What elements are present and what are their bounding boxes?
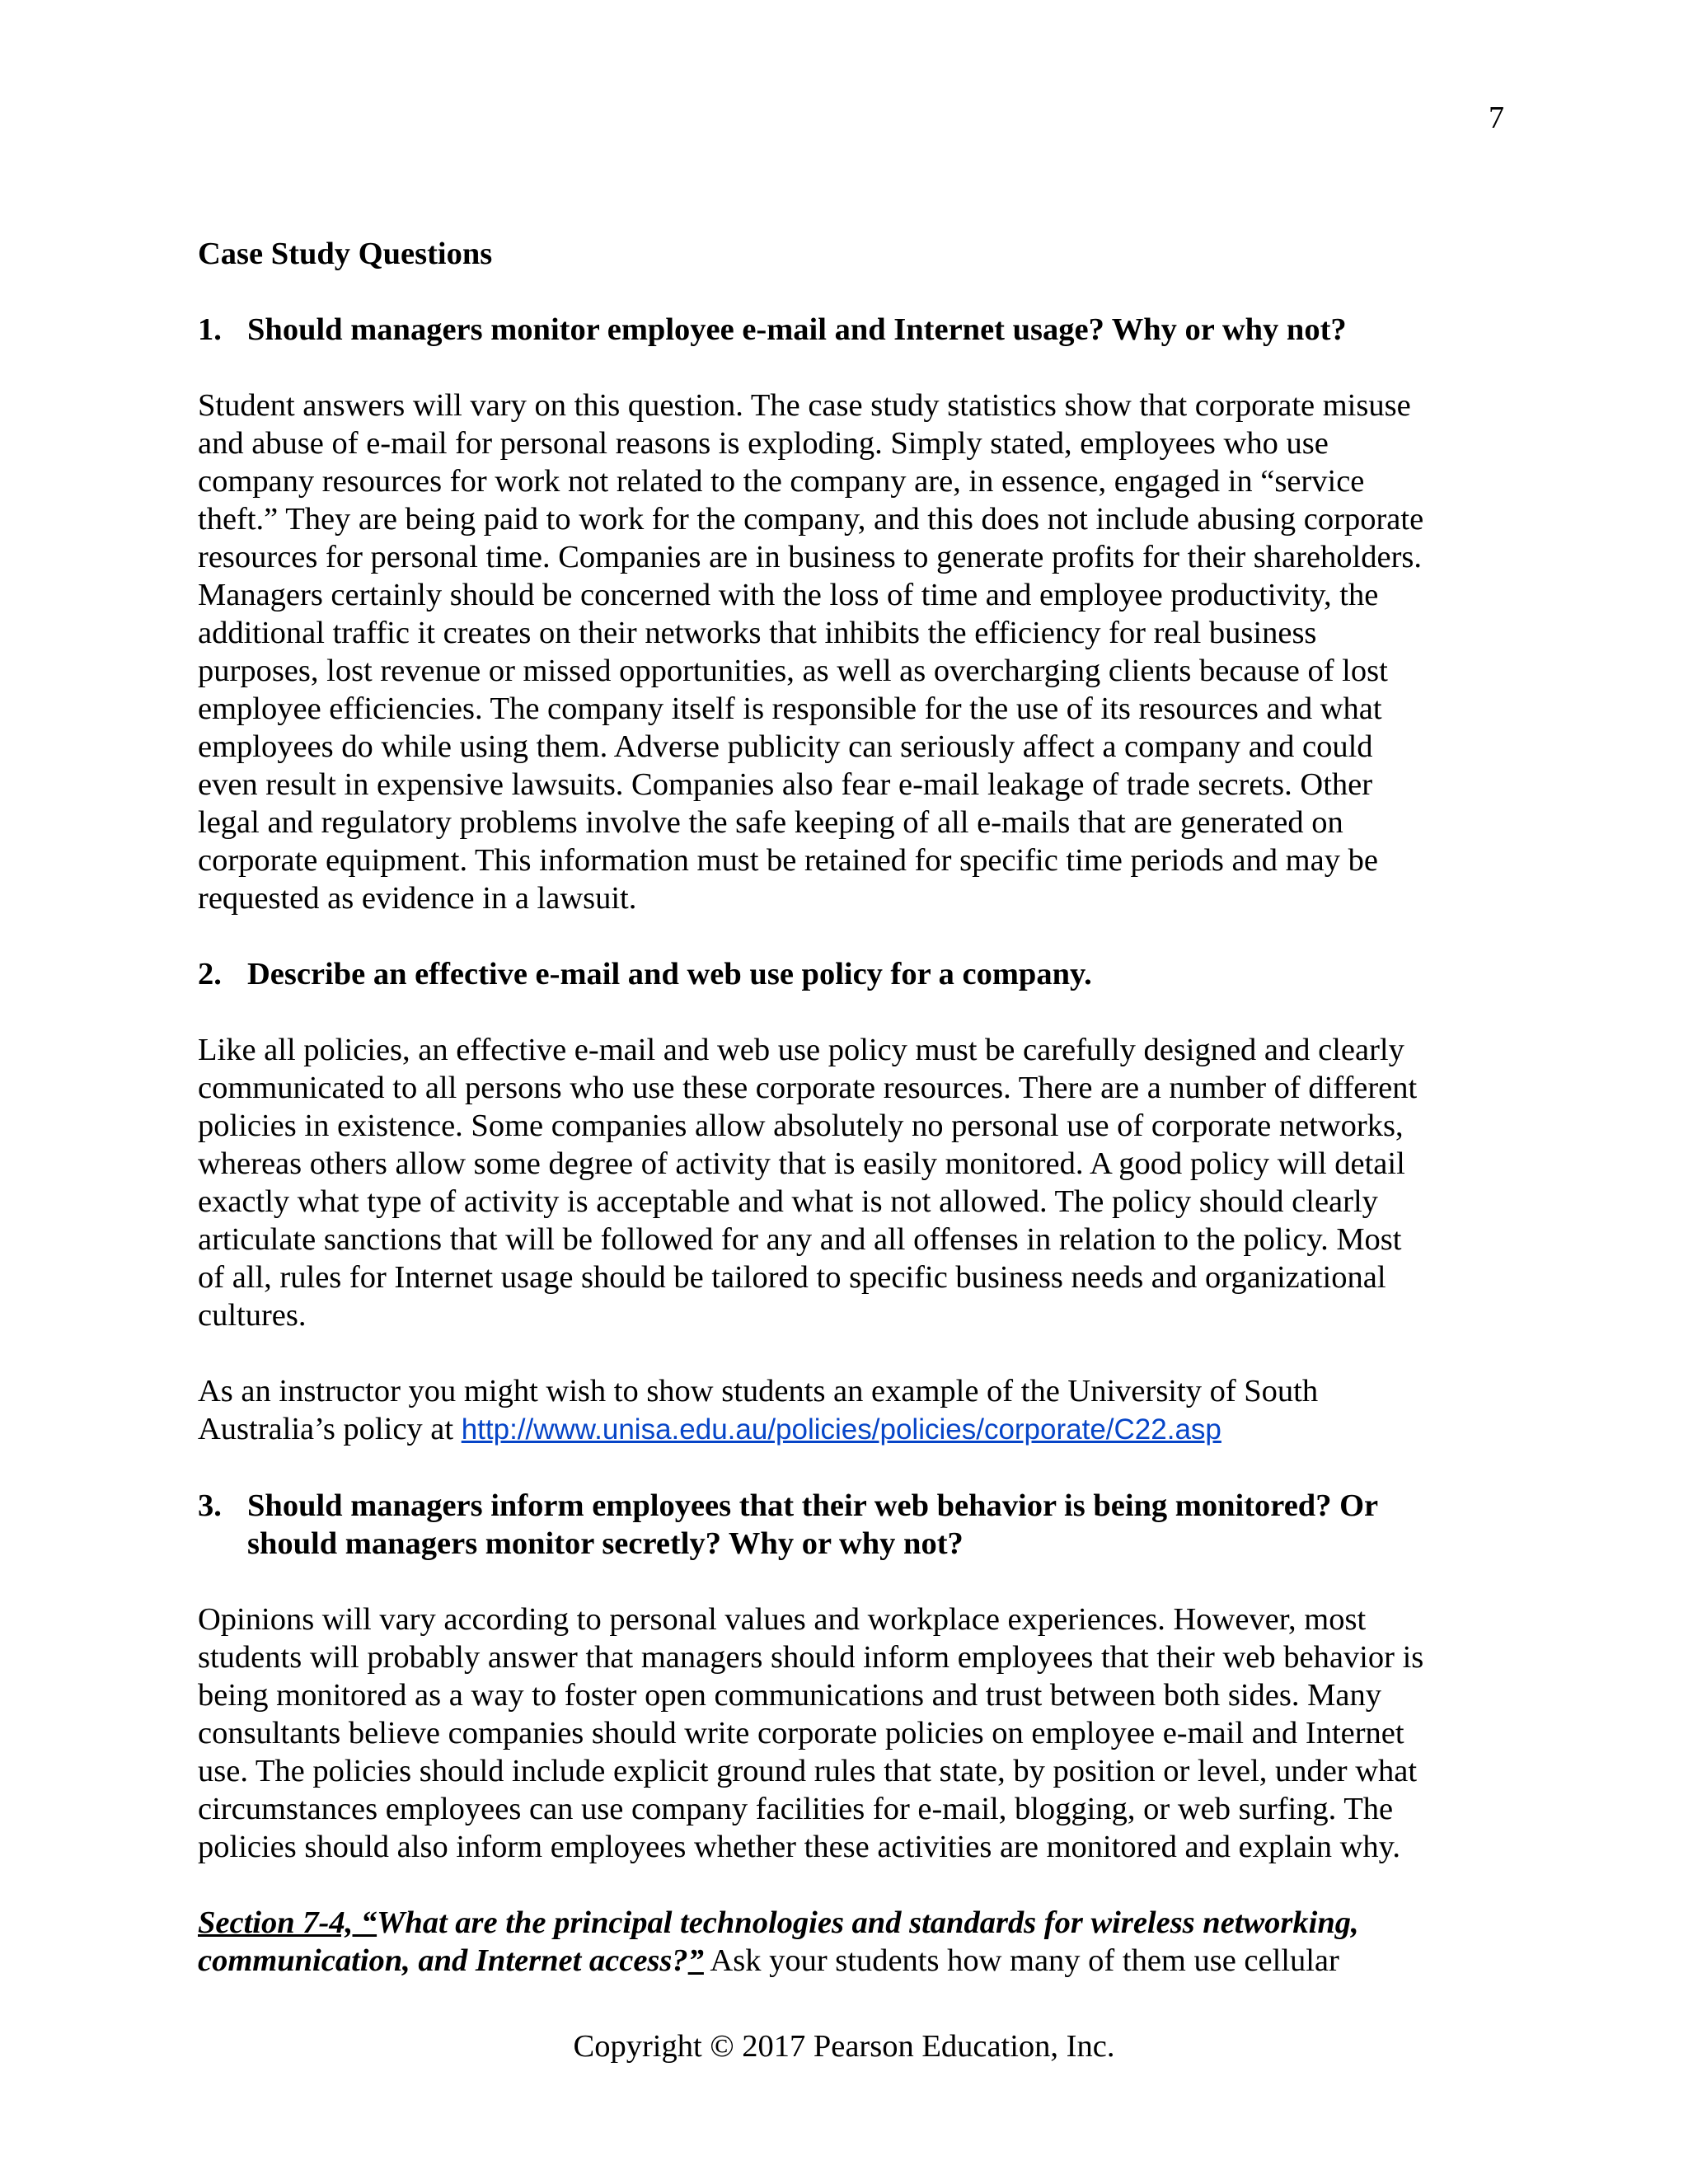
document-body [198, 235, 1508, 2018]
section-reference [198, 1904, 1508, 1980]
answer-1-line: purposes, lost revenue or missed opportunities, as well as overcharging clients because of lost [198, 654, 1388, 688]
question-3-number: 3. [198, 1488, 222, 1523]
section-reference-line2 [198, 1942, 1508, 1980]
question-1-text: Should managers monitor employee e-mail and Internet usage? Why or why not? [247, 312, 1347, 347]
instructor-note-prefix: Australia’s policy at [198, 1412, 462, 1446]
answer-1-line: even result in expensive lawsuits. Companies also fear e-mail leakage of trade secrets. Other [198, 767, 1373, 802]
question-1 [198, 311, 1508, 349]
policy-link[interactable]: http://www.unisa.edu.au/policies/policies/corporate/C22.asp [461, 1413, 1221, 1446]
answer-3 [198, 1601, 1508, 1866]
section-close-quote: ” [687, 1943, 704, 1978]
section-title-line2: communication, and Internet access? [198, 1943, 688, 1978]
question-3-text-line1: Should managers inform employees that their web behavior is being monitored? Or [247, 1488, 1379, 1523]
section-trailing-text: Ask your students how many of them use cellular [703, 1943, 1339, 1978]
question-2-number: 2. [198, 957, 222, 991]
instructor-note-line: As an instructor you might wish to show students an example of the University of South [198, 1374, 1319, 1408]
section-title-line1: What are the principal technologies and standards for wireless networking, [377, 1905, 1359, 1940]
answer-2-line: cultures. [198, 1298, 307, 1333]
section-heading: Case Study Questions [198, 237, 493, 271]
answer-1-line: employee efficiencies. The company itself is responsible for the use of its resources and what [198, 691, 1382, 726]
answer-3-line: policies should also inform employees whether these activities are monitored and explain why. [198, 1830, 1401, 1864]
answer-2-line: whereas others allow some degree of activity that is easily monitored. A good policy will detail [198, 1146, 1405, 1181]
answer-2-line: exactly what type of activity is acceptable and what is not allowed. The policy should clearly [198, 1184, 1378, 1219]
section-label: Section 7-4, “ [198, 1905, 377, 1940]
answer-2-line: of all, rules for Internet usage should be tailored to specific business needs and organizational [198, 1260, 1386, 1295]
answer-1-line: resources for personal time. Companies are in business to generate profits for their shareholders. [198, 540, 1422, 574]
answer-1-line: theft.” They are being paid to work for the company, and this does not include abusing corporate [198, 502, 1424, 537]
answer-3-line: students will probably answer that managers should inform employees that their web behavior is [198, 1640, 1424, 1675]
answer-1-line: employees do while using them. Adverse publicity can seriously affect a company and could [198, 729, 1373, 764]
answer-1-line: Managers certainly should be concerned with the loss of time and employee productivity, the [198, 578, 1379, 612]
instructor-note-line [198, 1410, 1508, 1449]
section-reference-line1 [198, 1904, 1508, 1942]
answer-1-line: and abuse of e-mail for personal reasons is exploding. Simply stated, employees who use [198, 426, 1329, 461]
answer-1-line: requested as evidence in a lawsuit. [198, 881, 637, 916]
answer-3-line: Opinions will vary according to personal values and workplace experiences. However, most [198, 1602, 1367, 1637]
answer-3-line: being monitored as a way to foster open communications and trust between both sides. Many [198, 1678, 1381, 1713]
answer-1-line: legal and regulatory problems involve the safe keeping of all e-mails that are generated on [198, 805, 1343, 840]
answer-2-line: articulate sanctions that will be followed for any and all offenses in relation to the policy. Most [198, 1222, 1402, 1257]
question-2-text: Describe an effective e-mail and web use policy for a company. [247, 957, 1092, 991]
page-number: 7 [1489, 101, 1504, 135]
answer-2-line: policies in existence. Some companies allow absolutely no personal use of corporate networks, [198, 1108, 1404, 1143]
answer-3-line: circumstances employees can use company facilities for e-mail, blogging, or web surfing. The [198, 1792, 1394, 1826]
answer-2 [198, 1031, 1508, 1334]
answer-1-line: Student answers will vary on this question. The case study statistics show that corporate misuse [198, 388, 1411, 423]
answer-1-line: company resources for work not related to the company are, in essence, engaged in “service [198, 464, 1365, 499]
answer-3-line: use. The policies should include explicit ground rules that state, by position or level, under what [198, 1754, 1418, 1788]
question-3 [198, 1487, 1508, 1563]
question-2 [198, 955, 1508, 993]
answer-2-line: communicated to all persons who use these corporate resources. There are a number of different [198, 1071, 1418, 1105]
answer-1-line: additional traffic it creates on their networks that inhibits the efficiency for real business [198, 616, 1317, 650]
question-1-number: 1. [198, 312, 222, 347]
answer-1 [198, 387, 1508, 917]
answer-1-line: corporate equipment. This information must be retained for specific time periods and may be [198, 843, 1378, 878]
answer-3-line: consultants believe companies should write corporate policies on employee e-mail and Internet [198, 1716, 1404, 1750]
question-3-text-line2: should managers monitor secretly? Why or why not? [247, 1526, 964, 1561]
copyright-footer: Copyright © 2017 Pearson Education, Inc. [573, 2029, 1115, 2064]
instructor-note [198, 1372, 1508, 1449]
answer-2-line: Like all policies, an effective e-mail and web use policy must be carefully designed and clearly [198, 1033, 1404, 1067]
